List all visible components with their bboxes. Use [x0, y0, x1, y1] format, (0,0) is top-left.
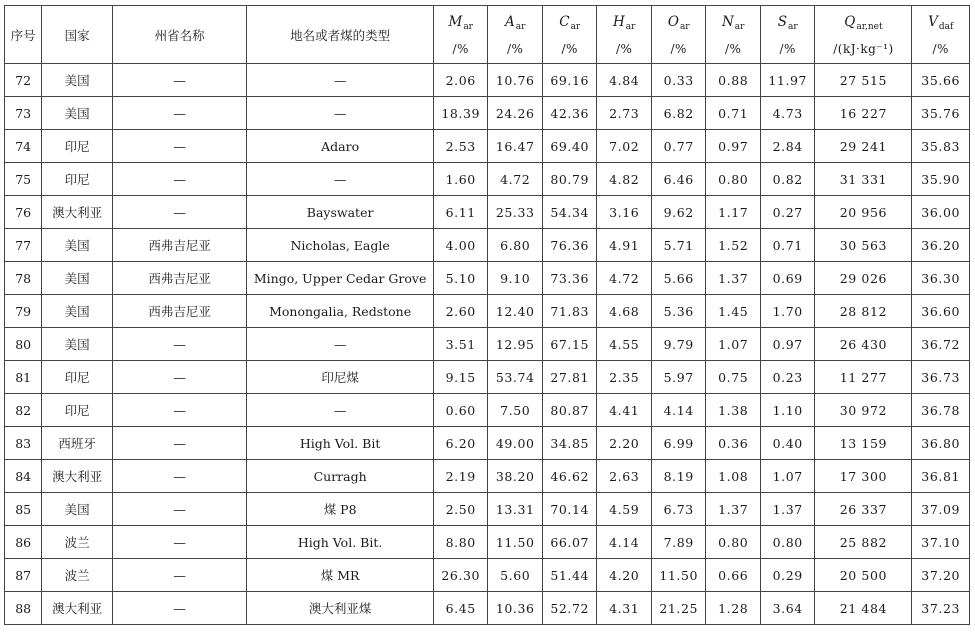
cell-ash: 7.50	[488, 394, 543, 427]
table-row	[5, 427, 970, 460]
cell-province: 西弗吉尼亚	[113, 229, 247, 262]
cell-heating-value: 30 972	[815, 394, 912, 427]
cell-volatile: 36.80	[912, 427, 970, 460]
table-row	[5, 493, 970, 526]
cell-province: —	[113, 493, 247, 526]
cell-oxygen: 5.66	[651, 262, 706, 295]
header-sulfur-unit: /%	[779, 41, 796, 56]
cell-hydrogen: 4.91	[597, 229, 652, 262]
cell-index: 75	[5, 163, 42, 196]
cell-nitrogen: 1.52	[706, 229, 761, 262]
cell-nitrogen: 1.38	[706, 394, 761, 427]
cell-place: 澳大利亚煤	[247, 592, 434, 625]
cell-country: 澳大利亚	[42, 196, 113, 229]
table-row	[5, 229, 970, 262]
cell-moisture: 2.06	[433, 64, 488, 97]
cell-sulfur: 0.23	[760, 361, 815, 394]
header-heating-value-unit: /(kJ·kg⁻¹)	[833, 41, 894, 56]
header-sulfur-subscript: ar	[788, 21, 798, 32]
cell-sulfur: 1.37	[760, 493, 815, 526]
cell-nitrogen: 1.37	[706, 262, 761, 295]
header-carbon-symbol: C	[559, 13, 570, 30]
cell-carbon: 46.62	[542, 460, 597, 493]
cell-heating-value: 21 484	[815, 592, 912, 625]
cell-carbon: 71.83	[542, 295, 597, 328]
cell-index: 88	[5, 592, 42, 625]
cell-moisture: 2.53	[433, 130, 488, 163]
cell-index: 76	[5, 196, 42, 229]
cell-volatile: 37.10	[912, 526, 970, 559]
cell-country: 澳大利亚	[42, 592, 113, 625]
cell-country: 美国	[42, 64, 113, 97]
cell-country: 美国	[42, 295, 113, 328]
cell-heating-value: 29 241	[815, 130, 912, 163]
table-row	[5, 361, 970, 394]
cell-index: 72	[5, 64, 42, 97]
cell-sulfur: 0.82	[760, 163, 815, 196]
cell-moisture: 0.60	[433, 394, 488, 427]
cell-nitrogen: 0.71	[706, 97, 761, 130]
cell-index: 78	[5, 262, 42, 295]
cell-index: 79	[5, 295, 42, 328]
cell-carbon: 69.40	[542, 130, 597, 163]
cell-oxygen: 8.19	[651, 460, 706, 493]
cell-volatile: 35.90	[912, 163, 970, 196]
header-oxygen-unit: /%	[670, 41, 687, 56]
cell-carbon: 42.36	[542, 97, 597, 130]
cell-country: 印尼	[42, 130, 113, 163]
cell-carbon: 67.15	[542, 328, 597, 361]
header-heating-value	[815, 6, 912, 64]
cell-hydrogen: 4.31	[597, 592, 652, 625]
header-ash	[488, 6, 543, 64]
cell-hydrogen: 7.02	[597, 130, 652, 163]
cell-place: High Vol. Bit.	[247, 526, 434, 559]
cell-heating-value: 30 563	[815, 229, 912, 262]
cell-volatile: 36.81	[912, 460, 970, 493]
cell-heating-value: 13 159	[815, 427, 912, 460]
cell-moisture: 5.10	[433, 262, 488, 295]
cell-carbon: 51.44	[542, 559, 597, 592]
cell-province: —	[113, 460, 247, 493]
cell-place: —	[247, 97, 434, 130]
header-moisture	[433, 6, 488, 64]
header-oxygen-subscript: ar	[679, 21, 690, 32]
cell-volatile: 37.20	[912, 559, 970, 592]
cell-moisture: 9.15	[433, 361, 488, 394]
cell-ash: 4.72	[488, 163, 543, 196]
table-row	[5, 526, 970, 559]
cell-oxygen: 0.77	[651, 130, 706, 163]
table-row	[5, 196, 970, 229]
cell-hydrogen: 4.72	[597, 262, 652, 295]
header-heating-value-symbol: Q	[844, 13, 856, 30]
cell-nitrogen: 1.07	[706, 328, 761, 361]
cell-province: —	[113, 328, 247, 361]
cell-oxygen: 6.46	[651, 163, 706, 196]
cell-sulfur: 1.70	[760, 295, 815, 328]
cell-oxygen: 5.36	[651, 295, 706, 328]
header-nitrogen-symbol: N	[721, 13, 734, 30]
cell-index: 80	[5, 328, 42, 361]
cell-index: 81	[5, 361, 42, 394]
cell-carbon: 80.79	[542, 163, 597, 196]
cell-index: 84	[5, 460, 42, 493]
header-province: 州省名称	[113, 6, 247, 64]
cell-moisture: 2.50	[433, 493, 488, 526]
cell-ash: 49.00	[488, 427, 543, 460]
cell-nitrogen: 0.66	[706, 559, 761, 592]
table-row	[5, 130, 970, 163]
cell-heating-value: 27 515	[815, 64, 912, 97]
cell-hydrogen: 4.59	[597, 493, 652, 526]
cell-hydrogen: 4.55	[597, 328, 652, 361]
cell-place: 煤 P8	[247, 493, 434, 526]
cell-place: High Vol. Bit	[247, 427, 434, 460]
cell-heating-value: 26 337	[815, 493, 912, 526]
header-sulfur	[760, 6, 815, 64]
cell-province: —	[113, 163, 247, 196]
cell-carbon: 27.81	[542, 361, 597, 394]
table-row	[5, 163, 970, 196]
header-ash-unit: /%	[507, 41, 524, 56]
cell-moisture: 3.51	[433, 328, 488, 361]
cell-ash: 12.95	[488, 328, 543, 361]
cell-ash: 53.74	[488, 361, 543, 394]
cell-sulfur: 0.40	[760, 427, 815, 460]
cell-nitrogen: 0.97	[706, 130, 761, 163]
cell-nitrogen: 1.37	[706, 493, 761, 526]
cell-nitrogen: 0.36	[706, 427, 761, 460]
cell-place: Adaro	[247, 130, 434, 163]
cell-carbon: 69.16	[542, 64, 597, 97]
cell-country: 澳大利亚	[42, 460, 113, 493]
cell-nitrogen: 0.80	[706, 526, 761, 559]
cell-sulfur: 11.97	[760, 64, 815, 97]
cell-heating-value: 17 300	[815, 460, 912, 493]
cell-ash: 10.76	[488, 64, 543, 97]
cell-oxygen: 7.89	[651, 526, 706, 559]
table-row	[5, 394, 970, 427]
cell-heating-value: 11 277	[815, 361, 912, 394]
cell-volatile: 37.09	[912, 493, 970, 526]
cell-oxygen: 21.25	[651, 592, 706, 625]
header-hydrogen	[597, 6, 652, 64]
cell-volatile: 35.76	[912, 97, 970, 130]
cell-oxygen: 6.99	[651, 427, 706, 460]
cell-country: 美国	[42, 328, 113, 361]
cell-carbon: 70.14	[542, 493, 597, 526]
header-carbon	[542, 6, 597, 64]
cell-volatile: 37.23	[912, 592, 970, 625]
cell-volatile: 36.30	[912, 262, 970, 295]
cell-carbon: 34.85	[542, 427, 597, 460]
coal-properties-table	[4, 5, 970, 625]
cell-heating-value: 29 026	[815, 262, 912, 295]
cell-hydrogen: 4.82	[597, 163, 652, 196]
cell-moisture: 8.80	[433, 526, 488, 559]
cell-sulfur: 1.07	[760, 460, 815, 493]
cell-nitrogen: 1.17	[706, 196, 761, 229]
cell-province: —	[113, 64, 247, 97]
table-row	[5, 295, 970, 328]
cell-carbon: 54.34	[542, 196, 597, 229]
cell-carbon: 66.07	[542, 526, 597, 559]
cell-carbon: 73.36	[542, 262, 597, 295]
cell-place: —	[247, 328, 434, 361]
cell-country: 美国	[42, 262, 113, 295]
cell-ash: 13.31	[488, 493, 543, 526]
cell-hydrogen: 4.68	[597, 295, 652, 328]
cell-index: 77	[5, 229, 42, 262]
cell-volatile: 36.72	[912, 328, 970, 361]
cell-country: 印尼	[42, 394, 113, 427]
header-hydrogen-symbol: H	[613, 13, 625, 30]
table-body	[5, 64, 970, 625]
table-row	[5, 460, 970, 493]
table-row	[5, 64, 970, 97]
cell-hydrogen: 4.20	[597, 559, 652, 592]
cell-volatile: 35.83	[912, 130, 970, 163]
cell-sulfur: 1.10	[760, 394, 815, 427]
cell-hydrogen: 4.41	[597, 394, 652, 427]
header-nitrogen	[706, 6, 761, 64]
cell-country: 美国	[42, 97, 113, 130]
cell-hydrogen: 2.73	[597, 97, 652, 130]
table-row	[5, 592, 970, 625]
cell-index: 83	[5, 427, 42, 460]
cell-hydrogen: 4.84	[597, 64, 652, 97]
cell-province: —	[113, 196, 247, 229]
cell-country: 西班牙	[42, 427, 113, 460]
cell-heating-value: 16 227	[815, 97, 912, 130]
header-volatile-symbol: V	[928, 13, 938, 30]
cell-nitrogen: 0.88	[706, 64, 761, 97]
cell-sulfur: 0.29	[760, 559, 815, 592]
cell-nitrogen: 0.80	[706, 163, 761, 196]
cell-moisture: 2.19	[433, 460, 488, 493]
cell-ash: 6.80	[488, 229, 543, 262]
table-row	[5, 262, 970, 295]
cell-country: 美国	[42, 493, 113, 526]
cell-heating-value: 26 430	[815, 328, 912, 361]
cell-place: 煤 MR	[247, 559, 434, 592]
cell-province: —	[113, 592, 247, 625]
cell-nitrogen: 1.45	[706, 295, 761, 328]
cell-carbon: 76.36	[542, 229, 597, 262]
header-hydrogen-subscript: ar	[625, 21, 636, 32]
cell-oxygen: 5.71	[651, 229, 706, 262]
cell-index: 74	[5, 130, 42, 163]
cell-sulfur: 0.71	[760, 229, 815, 262]
cell-place: Nicholas, Eagle	[247, 229, 434, 262]
cell-ash: 10.36	[488, 592, 543, 625]
cell-oxygen: 6.73	[651, 493, 706, 526]
cell-sulfur: 4.73	[760, 97, 815, 130]
cell-province: 西弗吉尼亚	[113, 262, 247, 295]
cell-province: —	[113, 526, 247, 559]
header-ash-symbol: A	[505, 13, 515, 30]
header-oxygen-symbol: O	[667, 13, 679, 30]
cell-place: Curragh	[247, 460, 434, 493]
cell-sulfur: 0.97	[760, 328, 815, 361]
cell-ash: 38.20	[488, 460, 543, 493]
cell-place: —	[247, 163, 434, 196]
cell-moisture: 18.39	[433, 97, 488, 130]
cell-heating-value: 31 331	[815, 163, 912, 196]
cell-ash: 11.50	[488, 526, 543, 559]
cell-province: —	[113, 130, 247, 163]
cell-carbon: 52.72	[542, 592, 597, 625]
cell-place: 印尼煤	[247, 361, 434, 394]
cell-hydrogen: 2.63	[597, 460, 652, 493]
header-moisture-subscript: ar	[463, 21, 473, 32]
header-index: 序号	[5, 6, 42, 64]
header-oxygen	[651, 6, 706, 64]
cell-oxygen: 9.79	[651, 328, 706, 361]
cell-heating-value: 20 956	[815, 196, 912, 229]
cell-place: Mingo, Upper Cedar Grove	[247, 262, 434, 295]
cell-oxygen: 0.33	[651, 64, 706, 97]
cell-place: —	[247, 394, 434, 427]
cell-nitrogen: 1.28	[706, 592, 761, 625]
cell-ash: 12.40	[488, 295, 543, 328]
cell-moisture: 6.11	[433, 196, 488, 229]
cell-province: —	[113, 361, 247, 394]
cell-heating-value: 20 500	[815, 559, 912, 592]
cell-province: —	[113, 559, 247, 592]
cell-country: 波兰	[42, 526, 113, 559]
cell-place: Monongalia, Redstone	[247, 295, 434, 328]
cell-ash: 25.33	[488, 196, 543, 229]
cell-heating-value: 28 812	[815, 295, 912, 328]
cell-volatile: 36.78	[912, 394, 970, 427]
cell-country: 波兰	[42, 559, 113, 592]
cell-place: Bayswater	[247, 196, 434, 229]
cell-country: 印尼	[42, 163, 113, 196]
cell-country: 美国	[42, 229, 113, 262]
cell-province: —	[113, 427, 247, 460]
cell-sulfur: 0.27	[760, 196, 815, 229]
cell-index: 86	[5, 526, 42, 559]
cell-moisture: 4.00	[433, 229, 488, 262]
cell-province: —	[113, 97, 247, 130]
cell-volatile: 35.66	[912, 64, 970, 97]
cell-index: 73	[5, 97, 42, 130]
cell-volatile: 36.20	[912, 229, 970, 262]
cell-hydrogen: 3.16	[597, 196, 652, 229]
cell-oxygen: 6.82	[651, 97, 706, 130]
header-nitrogen-subscript: ar	[734, 21, 745, 32]
cell-hydrogen: 2.20	[597, 427, 652, 460]
cell-ash: 5.60	[488, 559, 543, 592]
header-moisture-symbol: M	[448, 13, 463, 30]
cell-oxygen: 5.97	[651, 361, 706, 394]
cell-oxygen: 9.62	[651, 196, 706, 229]
cell-sulfur: 2.84	[760, 130, 815, 163]
cell-volatile: 36.00	[912, 196, 970, 229]
header-carbon-unit: /%	[561, 41, 578, 56]
cell-nitrogen: 0.75	[706, 361, 761, 394]
header-moisture-unit: /%	[452, 41, 469, 56]
header-volatile-subscript: daf	[938, 21, 954, 32]
cell-index: 87	[5, 559, 42, 592]
cell-hydrogen: 2.35	[597, 361, 652, 394]
cell-hydrogen: 4.14	[597, 526, 652, 559]
cell-province: 西弗吉尼亚	[113, 295, 247, 328]
header-country: 国家	[42, 6, 113, 64]
cell-ash: 9.10	[488, 262, 543, 295]
header-ash-subscript: ar	[515, 21, 526, 32]
header-volatile	[912, 6, 970, 64]
header-row	[5, 6, 970, 64]
cell-country: 印尼	[42, 361, 113, 394]
cell-ash: 24.26	[488, 97, 543, 130]
cell-moisture: 2.60	[433, 295, 488, 328]
cell-moisture: 6.20	[433, 427, 488, 460]
cell-ash: 16.47	[488, 130, 543, 163]
cell-sulfur: 0.69	[760, 262, 815, 295]
cell-sulfur: 3.64	[760, 592, 815, 625]
header-heating-value-subscript: ar,net	[856, 21, 883, 32]
cell-moisture: 6.45	[433, 592, 488, 625]
cell-oxygen: 11.50	[651, 559, 706, 592]
table-row	[5, 97, 970, 130]
header-carbon-subscript: ar	[570, 21, 581, 32]
header-sulfur-symbol: S	[777, 13, 788, 30]
header-volatile-unit: /%	[932, 41, 949, 56]
cell-index: 85	[5, 493, 42, 526]
cell-moisture: 1.60	[433, 163, 488, 196]
cell-index: 82	[5, 394, 42, 427]
cell-heating-value: 25 882	[815, 526, 912, 559]
table-row	[5, 559, 970, 592]
cell-nitrogen: 1.08	[706, 460, 761, 493]
header-nitrogen-unit: /%	[725, 41, 742, 56]
table-row	[5, 328, 970, 361]
cell-place: —	[247, 64, 434, 97]
cell-oxygen: 4.14	[651, 394, 706, 427]
cell-volatile: 36.60	[912, 295, 970, 328]
header-place: 地名或者煤的类型	[247, 6, 434, 64]
cell-moisture: 26.30	[433, 559, 488, 592]
cell-carbon: 80.87	[542, 394, 597, 427]
cell-province: —	[113, 394, 247, 427]
cell-volatile: 36.73	[912, 361, 970, 394]
cell-sulfur: 0.80	[760, 526, 815, 559]
header-hydrogen-unit: /%	[616, 41, 633, 56]
